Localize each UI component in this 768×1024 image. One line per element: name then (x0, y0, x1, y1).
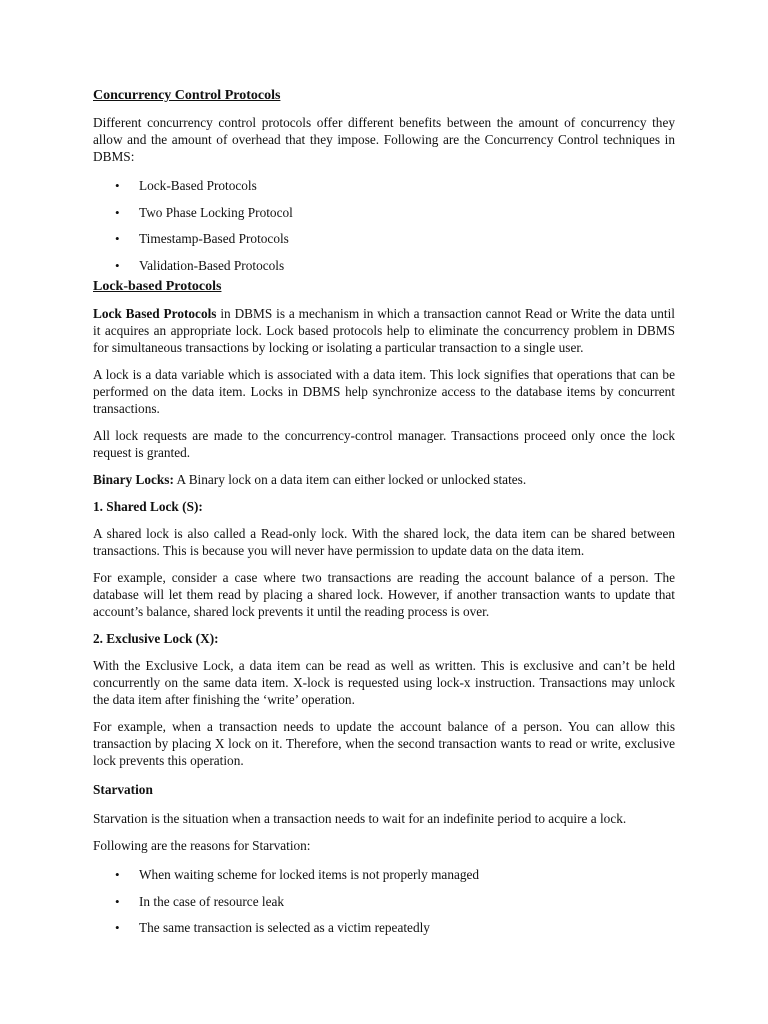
binary-locks-text: A Binary lock on a data item can either locked or unlocked states. (173, 472, 527, 487)
list-item (93, 889, 675, 916)
binary-locks-paragraph (93, 471, 675, 488)
list-item-text: When waiting scheme for locked items is not properly managed (139, 867, 480, 882)
lock-based-paragraph (93, 305, 675, 356)
shared-lock-example: For example, consider a case where two transactions are reading the account balance of a person. The database will let them read by placing a shared lock. However, if another transaction wants to update that account’s balance, shared lock prevents it until the reading process is over. (93, 570, 675, 619)
list-item-text: Lock-Based Protocols (139, 178, 257, 193)
protocol-list (93, 173, 675, 279)
starvation-reasons-intro: Following are the reasons for Starvation: (93, 838, 311, 853)
list-item-text: Validation-Based Protocols (139, 257, 285, 273)
lock-variable-paragraph: A lock is a data variable which is associated with a data item. This lock signifies that operations that can be performed on the data item. Locks in DBMS help synchronize access to the database items by concurrent transactions. (93, 367, 675, 416)
document-page (93, 86, 675, 942)
list-item (93, 173, 675, 200)
intro-paragraph: Different concurrency control protocols offer different benefits between the amount of concurrency they allow and the amount of overhead that they impose. Following are the Concurrency Control techniques in DBMS: (93, 115, 675, 164)
starvation-reasons-list (93, 862, 675, 942)
bullet-icon: • (115, 867, 120, 882)
exclusive-lock-heading: 2. Exclusive Lock (X): (93, 631, 219, 646)
shared-lock-paragraph: A shared lock is also called a Read-only lock. With the shared lock, the data item can be shared between transactions. This is because you will never have permission to update data on the data item. (93, 526, 675, 558)
lock-based-term: Lock Based Protocols (93, 306, 217, 321)
exclusive-lock-example: For example, when a transaction needs to update the account balance of a person. You can allow this transaction by placing X lock on it. Therefore, when the second transaction wants to read or write, exclusive lock prevents this operation. (93, 719, 675, 768)
bullet-icon: • (115, 920, 120, 935)
section-title-concurrency-control: Concurrency Control Protocols (93, 88, 281, 103)
lock-based-text: in DBMS is a mechanism in which a transaction cannot Read or Write the data until it acquires an appropriate lock. Lock based protocols help to eliminate the concurrency problem in DBMS for simultaneous transactions by locking or isolating a particular transaction to a single user. (93, 306, 675, 355)
shared-lock-heading: 1. Shared Lock (S): (93, 499, 203, 514)
bullet-icon: • (115, 257, 120, 273)
list-item (93, 915, 675, 942)
list-item-text: The same transaction is selected as a victim repeatedly (139, 920, 430, 935)
bullet-icon: • (115, 204, 120, 220)
list-item-text: Timestamp-Based Protocols (139, 231, 289, 246)
starvation-heading: Starvation (93, 782, 153, 797)
section-title-lock-based: Lock-based Protocols (93, 279, 222, 294)
list-item (93, 862, 675, 889)
binary-locks-term: Binary Locks: (93, 472, 174, 487)
list-item (93, 226, 675, 253)
list-item (93, 200, 675, 227)
list-item-text: Two Phase Locking Protocol (139, 204, 293, 220)
exclusive-lock-paragraph: With the Exclusive Lock, a data item can be read as well as written. This is exclusive and can’t be held concurrently on the same data item. X-lock is requested using lock-x instruction. Transactions may unlock the data item after finishing the ‘write’ operation. (93, 658, 675, 707)
list-item-text: In the case of resource leak (139, 893, 285, 909)
starvation-paragraph: Starvation is the situation when a transaction needs to wait for an indefinite period to acquire a lock. (93, 811, 627, 826)
bullet-icon: • (115, 893, 120, 909)
bullet-icon: • (115, 178, 120, 193)
lock-requests-paragraph: All lock requests are made to the concurrency-control manager. Transactions proceed only once the lock request is granted. (93, 428, 675, 460)
bullet-icon: • (115, 231, 120, 246)
list-item (93, 253, 675, 280)
